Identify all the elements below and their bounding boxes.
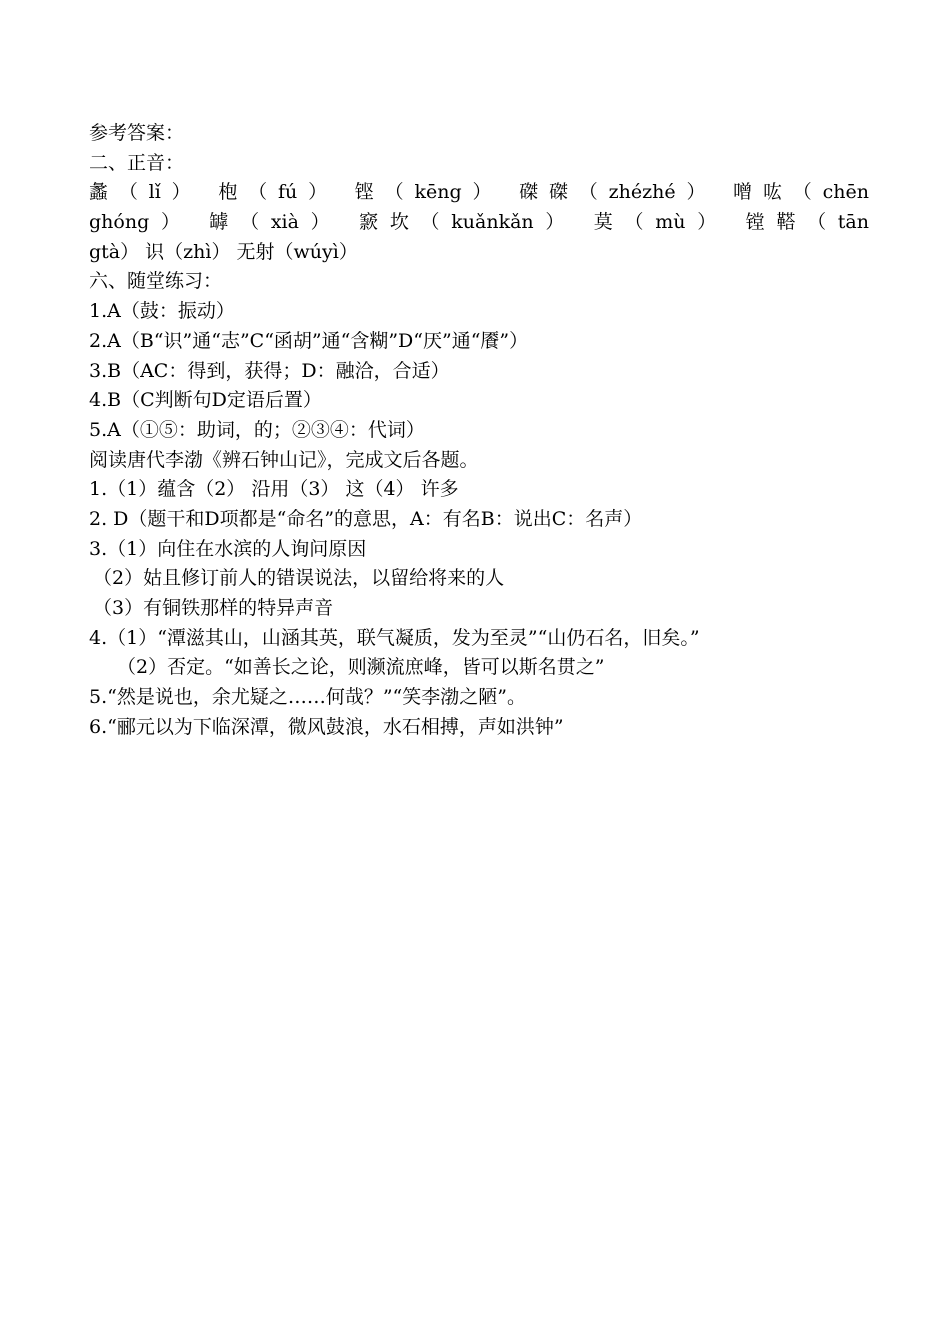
practice-item: 2.A（B“识”通“志”C“函胡”通“含糊”D“厌”通“餍”） [89, 329, 529, 352]
reading-answer-3-3: （3）有铜铁那样的特异声音 [93, 597, 334, 619]
reading-answer-5: 5.“然是说也，余尤疑之……何哉？”“笑李渤之陋”。 [89, 686, 526, 709]
pronunciation-line-1: 蠡（lǐ） 枹（fú） 铿（kēng） 磔磔（zhézhé） 噌吰（chēn [89, 181, 869, 204]
practice-heading: 六、随堂练习： [89, 270, 223, 293]
answer-header: 参考答案： [89, 122, 185, 144]
reading-answer-3-2: （2）姑且修订前人的错误说法，以留给将来的人 [93, 567, 505, 590]
reading-answer-3: 3.（1）向住在水滨的人询问原因 [89, 537, 367, 560]
reading-answer-1: 1.（1）蕴含（2） 沿用（3） 这（4） 许多 [89, 478, 459, 501]
reading-intro: 阅读唐代李渤《辨石钟山记》，完成文后各题。 [89, 448, 479, 471]
practice-item: 5.A（①⑤：助词，的；②③④：代词） [89, 418, 425, 441]
reading-answer-4-2: （2）否定。“如善长之论，则濒流庶峰，皆可以斯名贯之” [117, 656, 605, 679]
pronunciation-line-2: ghóng） 罅（xià） 窾坎（kuǎnkǎn） 莫（mù） 镗鞳（tān [89, 211, 869, 234]
pronunciation-line-3: gtà） 识（zhì） 无射（wúyì） [89, 240, 358, 263]
practice-item: 1.A（鼓：振动） [89, 300, 235, 323]
reading-answer-6: 6.“郦元以为下临深潭，微风鼓浪，水石相搏，声如洪钟” [89, 715, 564, 738]
reading-answer-2: 2. D（题干和D项都是“命名”的意思，A：有名B：说出C：名声） [89, 507, 643, 530]
answer-document [89, 119, 869, 742]
reading-answer-4: 4.（1）“潭滋其山，山涵其英，联气凝质，发为至灵”“山仍石名，旧矣。” [89, 626, 700, 649]
practice-item: 4.B（C判断句D定语后置） [89, 389, 322, 412]
pronunciation-heading: 二、正音： [89, 151, 185, 174]
practice-item: 3.B（AC：得到，获得；D：融洽，合适） [89, 359, 450, 382]
